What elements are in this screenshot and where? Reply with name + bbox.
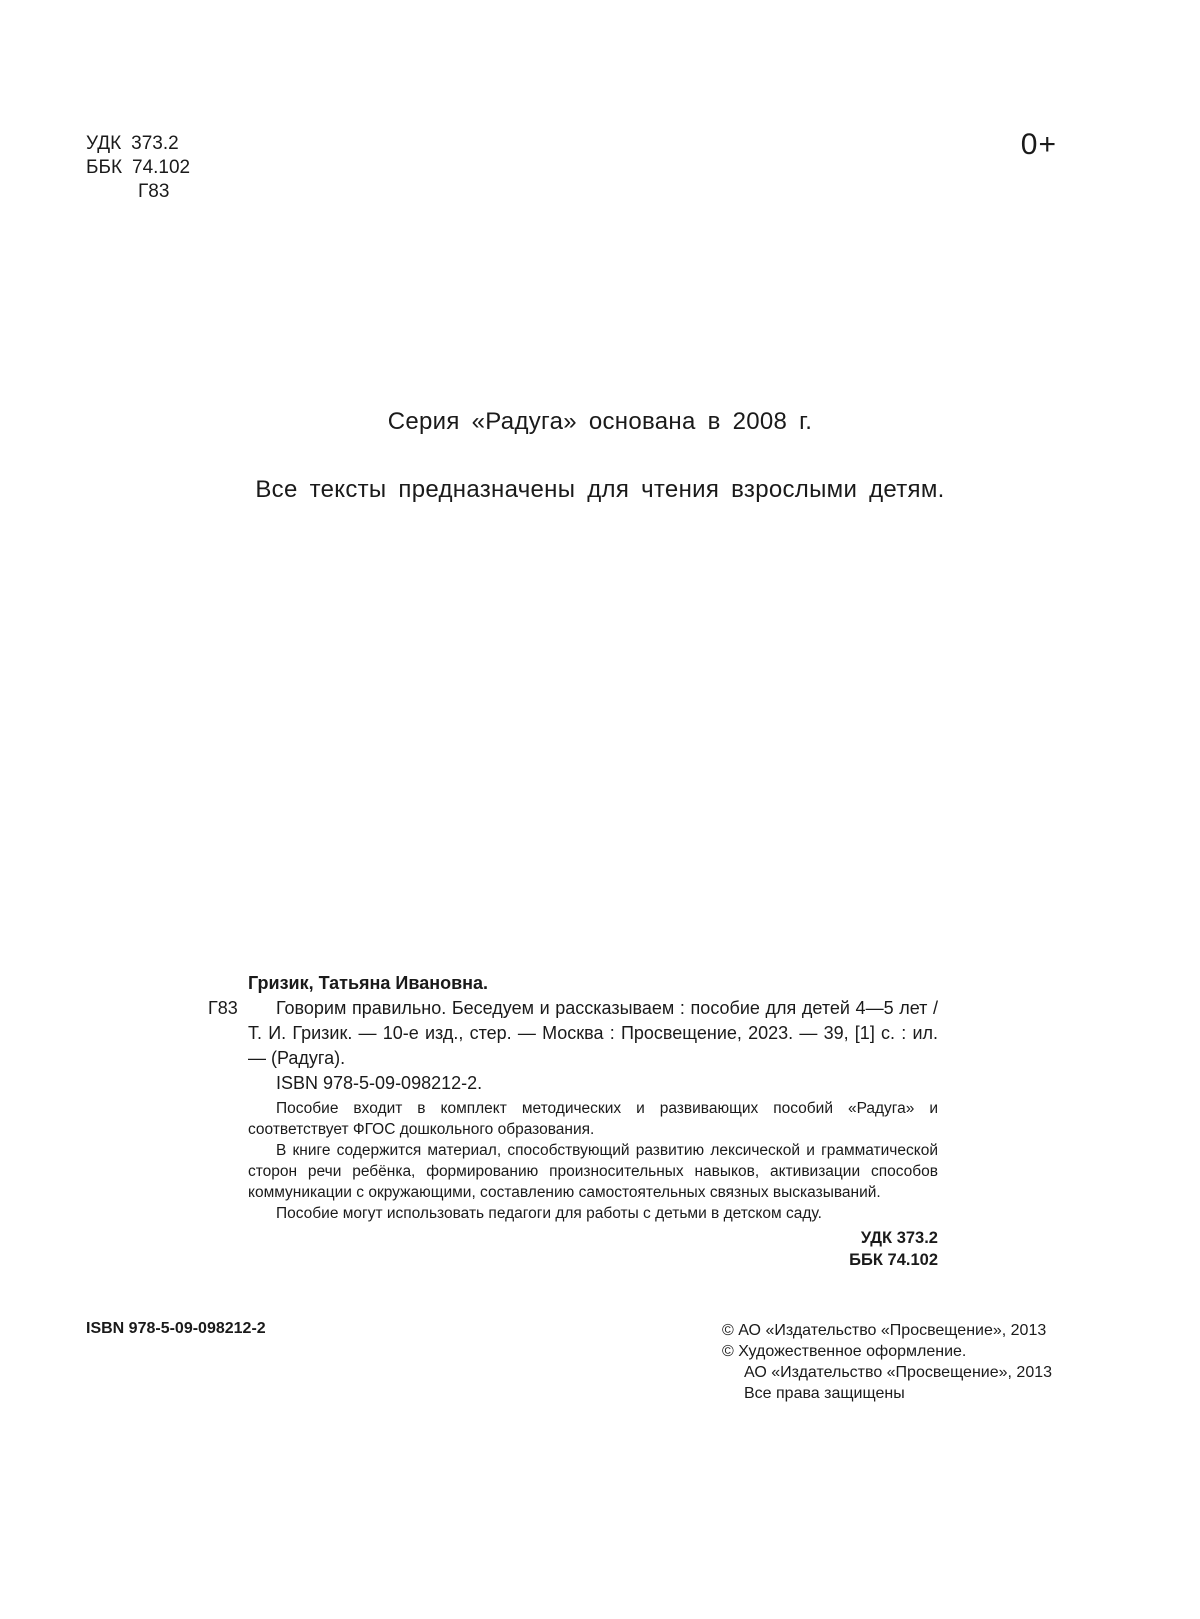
udk-line <box>86 132 190 156</box>
catalog-code: Г83 <box>208 998 238 1018</box>
copyright-line: © АО «Издательство «Просвещение», 2013 <box>722 1322 1047 1339</box>
copyright-line: АО «Издательство «Просвещение», 2013 <box>744 1364 1053 1381</box>
catalog-annotation <box>248 1098 938 1224</box>
age-rating: 0+ <box>1020 128 1057 161</box>
catalog-isbn: ISBN 978-5-09-098212-2. <box>276 1073 483 1093</box>
reading-note: Все тексты предназначены для чтения взрослыми детям. <box>255 476 945 503</box>
catalog-description: Говорим правильно. Беседуем и рассказываем : пособие для детей 4—5 лет / Т. И. Гризик. — 10-е изд., стер. — Москва : Просвещение, 2023. — 39, [1] с. : ил. — (Радуга). <box>248 998 938 1068</box>
footer-isbn: ISBN 978-5-09-098212-2 <box>86 1320 266 1337</box>
bbk-label: ББК <box>86 157 123 178</box>
catalog-author: Гризик, Татьяна Ивановна. <box>248 973 489 993</box>
catalog-codes <box>248 1227 938 1271</box>
bbk-line <box>86 156 190 180</box>
annotation-paragraph: В книге содержится материал, способствующий развитию лексической и грамматической сторон речи ребёнка, формированию произносительных навыков, активизации способов коммуникации с окружающими, составлению самостоятельных связных высказываний. <box>248 1142 938 1201</box>
udk-label: УДК <box>86 133 122 154</box>
udk-value: 373.2 <box>131 133 179 154</box>
classification-block <box>86 132 190 204</box>
copyright-line: Все права защищены <box>744 1385 905 1402</box>
catalog-main <box>208 996 938 1071</box>
catalog-bbk: ББК 74.102 <box>849 1251 938 1269</box>
catalog-card <box>208 970 938 1271</box>
copyright-line: © Художественное оформление. <box>722 1343 967 1360</box>
annotation-paragraph: Пособие могут использовать педагоги для работы с детьми в детском саду. <box>276 1205 822 1222</box>
bbk-value: 74.102 <box>132 157 191 178</box>
annotation-paragraph: Пособие входит в комплект методических и развивающих пособий «Радуга» и соответствует ФГОС дошкольного образования. <box>248 1100 938 1138</box>
author-mark: Г83 <box>138 181 170 202</box>
copyright-block <box>722 1320 1052 1404</box>
series-line: Серия «Радуга» основана в 2008 г. <box>387 408 813 435</box>
catalog-udk: УДК 373.2 <box>860 1229 938 1247</box>
